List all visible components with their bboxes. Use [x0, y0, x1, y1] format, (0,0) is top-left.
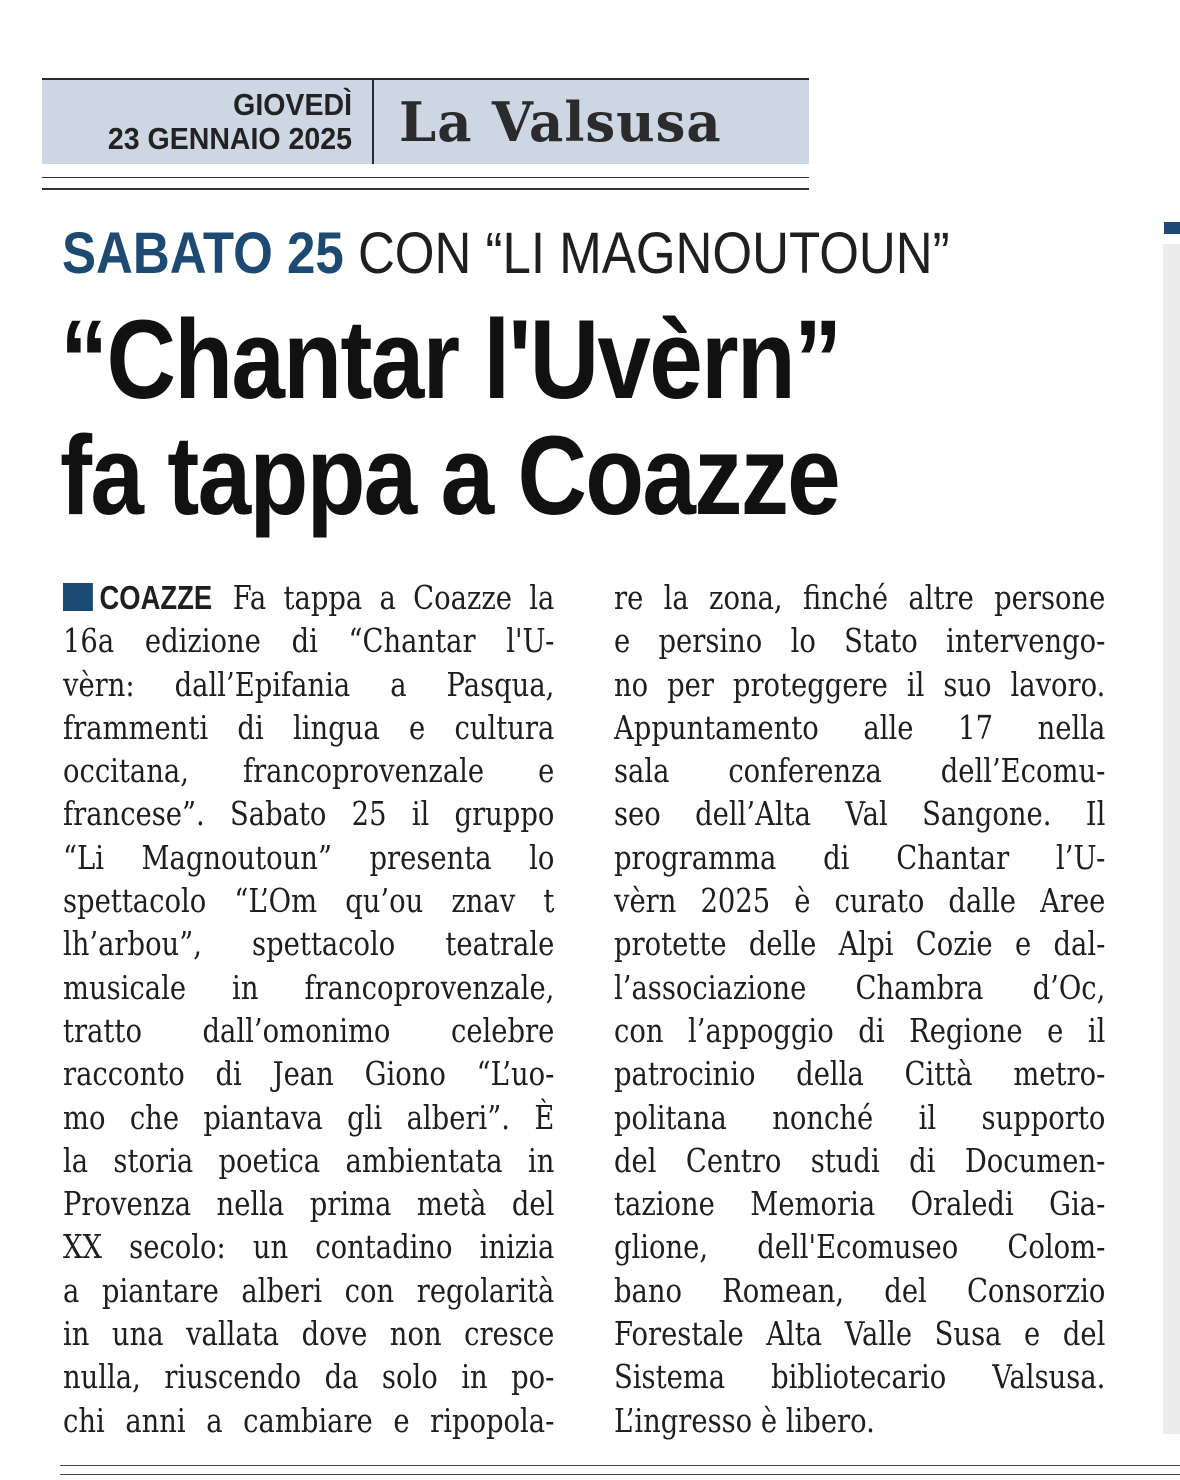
body-line: seo dell’Alta Val Sangone. Il: [614, 794, 1106, 834]
body-line: Forestale Alta Valle Susa e del: [614, 1314, 1106, 1354]
body-line: vèrn: dall’Epifania a Pasqua,: [63, 664, 555, 704]
page-rule-bottom: [60, 1474, 1180, 1475]
article-body-left-column: [63, 576, 555, 1442]
body-line: vèrn 2025 è curato dalle Aree: [614, 881, 1106, 921]
body-line: musicale in francoprovenzale,: [63, 967, 555, 1007]
masthead-divider: [372, 80, 374, 164]
article-headline: [60, 297, 1006, 538]
body-line: con l’appoggio di Regione e il: [614, 1010, 1106, 1050]
body-line: “Li Magnoutoun” presenta lo: [63, 837, 555, 877]
masthead-rule-bottom: [42, 188, 809, 190]
dateline: COAZZE: [99, 579, 213, 616]
body-line: l’associazione Chambra d’Oc,: [614, 967, 1106, 1007]
body-line: [63, 576, 554, 619]
body-line: patrocinio della Città metro-: [614, 1054, 1106, 1094]
body-line: occitana, francoprovenzale e: [63, 751, 555, 791]
body-line: chi anni a cambiare e ripopola-: [63, 1400, 555, 1440]
article-kicker: [62, 222, 950, 286]
body-line: a piantare alberi con regolarità: [63, 1270, 555, 1310]
body-line: frammenti di lingua e cultura: [63, 707, 555, 747]
body-line: politana nonché il supporto: [614, 1097, 1106, 1137]
body-line: mo che piantava gli alberi”. È: [63, 1097, 555, 1137]
body-line: sala conferenza dell’Ecomu-: [614, 751, 1106, 791]
page-rule-bottom: [60, 1465, 1180, 1466]
body-line: bano Romean, del Consorzio: [614, 1270, 1106, 1310]
body-line: la storia poetica ambientata in: [63, 1140, 555, 1180]
body-line: del Centro studi di Documen-: [614, 1140, 1106, 1180]
body-line: lh’arbou”, spettacolo teatrale: [63, 924, 555, 964]
article-body-right-column: [614, 576, 1106, 1442]
body-line: 16a edizione di “Chantar l'U-: [63, 621, 555, 661]
publication-date-text: 23 GENNAIO 2025: [107, 121, 353, 156]
body-line: XX secolo: un contadino inizia: [63, 1227, 555, 1267]
body-line: e persino lo Stato intervengo-: [614, 621, 1106, 661]
masthead-rule-top: [42, 177, 809, 178]
newspaper-logo: La Valsusa: [399, 90, 722, 154]
publication-date: [67, 88, 352, 156]
kicker-date: SABATO 25: [62, 221, 344, 286]
kicker-subject: CON “LI MAGNOUTOUN”: [357, 221, 950, 286]
masthead: [42, 78, 809, 164]
adjacent-column-edge: [1163, 244, 1180, 1434]
body-line: re la zona, finché altre persone: [614, 578, 1106, 617]
body-line: francese”. Sabato 25 il gruppo: [63, 794, 555, 834]
body-line: Sistema bibliotecario Valsusa.: [614, 1357, 1106, 1397]
body-line: tratto dall’omonimo celebre: [63, 1010, 555, 1050]
adjacent-article-marker: [1164, 222, 1180, 234]
publication-day: GIOVEDÌ: [233, 87, 352, 122]
headline-line: fa tappa a Coazze: [60, 413, 839, 538]
body-line: Provenza nella prima metà del: [63, 1184, 555, 1224]
body-line-text: Fa tappa a Coazze la: [232, 578, 555, 617]
body-line: spettacolo “L’Om qu’ou znav t: [63, 881, 555, 921]
body-line: nulla, riuscendo da solo in po-: [63, 1357, 555, 1397]
body-line: protette delle Alpi Cozie e dal-: [614, 924, 1106, 964]
body-line: programma di Chantar l’U-: [614, 837, 1106, 877]
body-line: tazione Memoria Oraledi Gia-: [614, 1184, 1106, 1224]
body-line: L’ingresso è libero.: [614, 1400, 875, 1440]
body-line: no per proteggere il suo lavoro.: [614, 664, 1106, 704]
body-line: in una vallata dove non cresce: [63, 1314, 555, 1354]
lead-square-icon: [63, 583, 93, 611]
headline-line: “Chantar l'Uvèrn”: [60, 297, 841, 422]
body-line: glione, dell'Ecomuseo Colom-: [614, 1227, 1106, 1267]
body-line: Appuntamento alle 17 nella: [614, 707, 1106, 747]
body-line: racconto di Jean Giono “L’uo-: [63, 1054, 555, 1094]
